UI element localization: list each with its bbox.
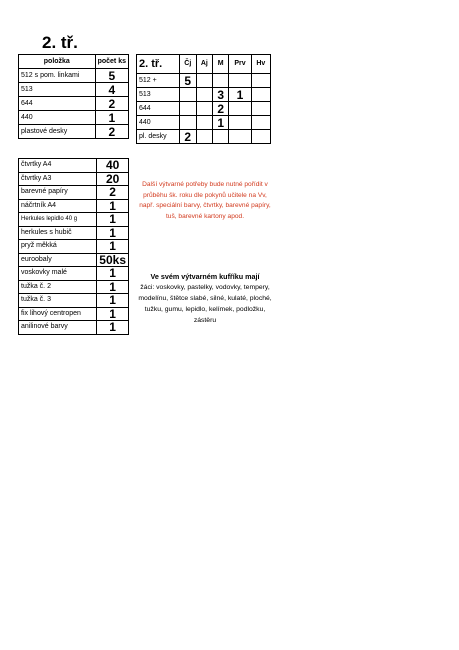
column-header-item: položka	[19, 55, 96, 69]
table-row	[19, 267, 129, 281]
item-count: 1	[97, 226, 129, 240]
cell-prv	[229, 130, 251, 144]
table-row	[19, 172, 129, 186]
item-label: 512 s pom. linkami	[19, 69, 96, 83]
table-row	[137, 74, 271, 88]
cell-prv: 1	[229, 88, 251, 102]
column-header-cj: Čj	[180, 55, 197, 74]
cell-prv	[229, 102, 251, 116]
item-label: 513	[19, 83, 96, 97]
items-count-table	[18, 54, 129, 139]
item-label: náčrtník A4	[19, 199, 97, 213]
cell-hv	[251, 130, 270, 144]
table-row	[19, 213, 129, 227]
art-supplies-table	[18, 158, 129, 335]
page-title: 2. tř.	[42, 33, 78, 52]
cell-m	[213, 74, 229, 88]
art-case-note-body: žáci: voskovky, pastelky, vodovky, tempery, modelínu, štětce slabé, silné, kulaté, ploché, tužku, gumu, lepidlo, kelímek, podložku, zástěru	[138, 284, 272, 324]
table-row	[19, 97, 129, 111]
cell-cj	[180, 102, 197, 116]
cell-prv	[229, 74, 251, 88]
cell-m: 2	[213, 102, 229, 116]
table-row	[19, 253, 129, 267]
item-count: 2	[97, 186, 129, 200]
item-count: 1	[97, 213, 129, 227]
table-row	[19, 226, 129, 240]
item-count: 1	[97, 267, 129, 281]
cell-m: 3	[213, 88, 229, 102]
subject-distribution-table	[136, 54, 271, 144]
cell-cj: 2	[180, 130, 197, 144]
table-row	[19, 111, 129, 125]
item-label: Herkules lepidlo 40 g	[19, 213, 97, 227]
table-row	[19, 125, 129, 139]
cell-prv	[229, 116, 251, 130]
table-row	[19, 159, 129, 173]
item-label: euroobaly	[19, 253, 97, 267]
cell-aj	[196, 74, 213, 88]
column-header-prv: Prv	[229, 55, 251, 74]
item-count: 1	[97, 240, 129, 254]
cell-cj	[180, 88, 197, 102]
item-label: 512 +	[137, 74, 180, 88]
item-label: tužka č. 3	[19, 294, 97, 308]
table-row	[19, 307, 129, 321]
item-label: 440	[19, 111, 96, 125]
item-count: 1	[95, 111, 128, 125]
item-count: 1	[97, 294, 129, 308]
item-label: plastové desky	[19, 125, 96, 139]
column-header-class: 2. tř.	[137, 55, 180, 74]
item-count: 1	[97, 280, 129, 294]
item-label: tužka č. 2	[19, 280, 97, 294]
table-row	[19, 186, 129, 200]
cell-aj	[196, 116, 213, 130]
item-label: 440	[137, 116, 180, 130]
table-row	[19, 199, 129, 213]
item-label: herkules s hubič	[19, 226, 97, 240]
item-label: barevné papíry	[19, 186, 97, 200]
item-label: 644	[137, 102, 180, 116]
table-row	[19, 69, 129, 83]
column-header-m: M	[213, 55, 229, 74]
item-label: pl. desky	[137, 130, 180, 144]
column-header-count: počet ks	[95, 55, 128, 69]
table-row	[137, 130, 271, 144]
table-row	[137, 88, 271, 102]
item-label: čtvrtky A3	[19, 172, 97, 186]
column-header-aj: Aj	[196, 55, 213, 74]
cell-hv	[251, 116, 270, 130]
item-label: 644	[19, 97, 96, 111]
item-count: 4	[95, 83, 128, 97]
column-header-hv: Hv	[251, 55, 270, 74]
art-case-note-lead: Ve svém výtvarném kufříku mají	[150, 272, 260, 281]
table-row	[19, 240, 129, 254]
art-case-note	[138, 271, 272, 326]
table-row	[19, 321, 129, 335]
item-count: 1	[97, 199, 129, 213]
item-count: 40	[97, 159, 129, 173]
cell-m: 1	[213, 116, 229, 130]
item-label: anilinové barvy	[19, 321, 97, 335]
additional-supplies-note: Další výtvarné potřeby bude nutné pořídit v průběhu šk. roku dle pokynů učitele na Vv, např. speciální barvy, čtvrtky, barevné papíry, tuš, barevné kartony apod.	[139, 181, 271, 220]
item-count: 1	[97, 307, 129, 321]
cell-aj	[196, 102, 213, 116]
item-count: 50ks	[97, 253, 129, 267]
item-count: 2	[95, 97, 128, 111]
table-row	[19, 83, 129, 97]
item-count: 5	[95, 69, 128, 83]
item-label: voskovky malé	[19, 267, 97, 281]
item-label: čtvrtky A4	[19, 159, 97, 173]
cell-hv	[251, 102, 270, 116]
table-row	[19, 280, 129, 294]
cell-cj	[180, 116, 197, 130]
item-count: 20	[97, 172, 129, 186]
cell-hv	[251, 88, 270, 102]
cell-cj: 5	[180, 74, 197, 88]
cell-hv	[251, 74, 270, 88]
item-count: 1	[97, 321, 129, 335]
table-row	[137, 102, 271, 116]
cell-aj	[196, 130, 213, 144]
cell-m	[213, 130, 229, 144]
item-label: pryž měkká	[19, 240, 97, 254]
item-count: 2	[95, 125, 128, 139]
item-label: 513	[137, 88, 180, 102]
item-label: fix lihový centropen	[19, 307, 97, 321]
table-row	[137, 116, 271, 130]
table-row	[19, 294, 129, 308]
cell-aj	[196, 88, 213, 102]
